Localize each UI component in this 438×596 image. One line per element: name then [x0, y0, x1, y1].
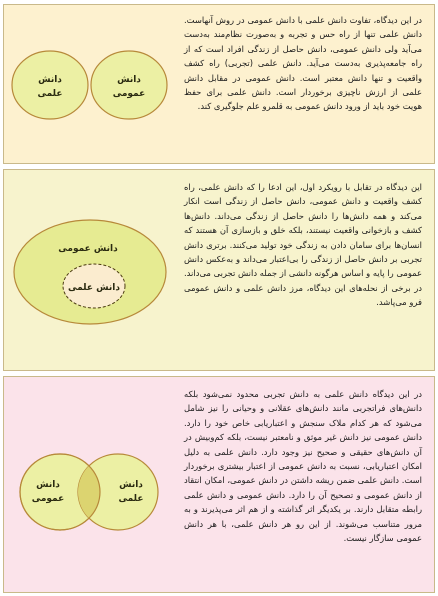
public-knowledge-label-line2: عمومی [112, 89, 146, 99]
public-knowledge-circle [91, 51, 167, 119]
scientific-knowledge-label-line2: علمی [118, 494, 144, 504]
section-1-paragraph: در این دیدگاه، تفاوت دانش علمی با دانش عمومی در روش آنهاست. دانش علمی تنها از راه حس و تجربه و به‌صورت نظام‌مند به‌دست می‌آید ولی دانش عمومی، دانش حاصل از زندگی افراد است که از راه جامعه‌پذیری به‌دست می‌آید. دانش علمی (تجربی) راه کشف واقعیت و تنها دانش معتبر است. دانش عمومی در مقابل دانش علمی از ارزش ناچیزی برخوردار است. دانش علمی برای حفظ هویت خود باید از ورود دانش عمومی به قلمرو علم جلوگیری کند. [184, 15, 422, 112]
scientific-knowledge-inner-label: دانش علمی [68, 283, 120, 293]
nested-circles-diagram [8, 216, 174, 328]
scientific-knowledge-label-line2: علمی [37, 89, 63, 99]
scientific-knowledge-circle [12, 51, 88, 119]
scientific-knowledge-label-line1: دانش [38, 75, 62, 85]
overlapping-circles-diagram [8, 447, 174, 537]
separate-circles-diagram [8, 45, 174, 125]
section-3-paragraph: در این دیدگاه دانش علمی به دانش تجربی محدود نمی‌شود بلکه دانش‌های فراتجربی مانند دانش‌های عقلانی و وحیانی را نیز شامل می‌شود که هر کدام ملاک سنجش و اعتباریابی خاص خود را دارد. دانش عمومی نیز دانش غیر موثق و نامعتبر نیست، بلکه کم‌وبیش در آن دانش‌های حقیقی و صحیح نیز وجود دارد. دانش علمی به دلیل امکان اعتباریابی، نسبت به دانش عمومی از اعتبار بیشتری برخوردار است. دانش علمی ضمن ریشه داشتن در دانش عمومی، امکان انتقاد از دانش عمومی و تصحیح آن را دارد. دانش عمومی و دانش علمی رابطه متقابل دارند. بر یکدیگر اثر گذاشته و از هم اثر می‌پذیرند و به مرور متناسب می‌شوند. از این رو هر دانش علمی، با هر دانش عمومی سازگار نیست. [184, 389, 422, 544]
section-2-panel [3, 169, 435, 371]
section-1-panel [3, 4, 435, 164]
scientific-knowledge-label-line1: دانش [119, 480, 143, 490]
public-knowledge-outer-label: دانش عمومی [58, 244, 118, 254]
public-knowledge-label-line1: دانش [36, 480, 60, 490]
section-2-paragraph: این دیدگاه در تقابل با رویکرد اول، این ادعا را که دانش علمی، راه کشف واقعیت و دانش عمومی، دانش حاصل از زندگی است انکار می‌کند و همه دانش‌ها را دانش حاصل از زندگی می‌داند. دانش‌ها کشف و بازخوانی واقعیت نیستند، بلکه خلق و بازسازی آن هستند که انسان‌ها برای سامان دادن به زندگی خود تولید می‌کنند. برتری دانش تجربی بر دانش حاصل از زندگی را بی‌اعتبار می‌داند و به‌عکس دانش عمومی را پایه و اساس هرگونه دانشی از جمله دانش تجربی می‌داند. در برخی از نحله‌های این دیدگاه، مرز دانش علمی و دانش عمومی فرو می‌پاشد. [184, 182, 422, 308]
public-knowledge-label-line1: دانش [117, 75, 141, 85]
public-knowledge-label-line2: عمومی [31, 494, 65, 504]
section-3-panel [3, 376, 435, 593]
